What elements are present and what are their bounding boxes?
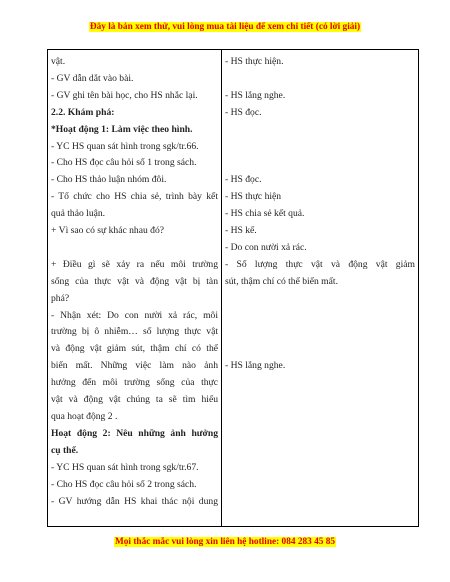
text-line: vật và động vật chúng ta sẽ tìm hiểu	[51, 394, 218, 406]
hotline-footer	[0, 537, 450, 547]
preview-notice-banner	[0, 22, 450, 32]
text-line: - HS đọc.	[225, 106, 262, 118]
text-line: hưởng đến môi trường sống của thực	[51, 377, 218, 389]
text-line	[51, 240, 218, 257]
text-line: + Điều gì sẽ xảy ra nếu môi trường	[51, 258, 218, 270]
text-line: 2.2. Khám phá:	[51, 106, 115, 118]
text-line: sút, thậm chí có thể biến mất.	[225, 275, 338, 287]
text-line	[225, 291, 415, 308]
text-line: - Tổ chức cho HS chia sẻ, trình bày kết	[51, 191, 218, 203]
text-line: - Nhận xét: Do con nười xả rác, môi	[51, 309, 218, 321]
text-line: - HS thực hiện	[225, 191, 282, 203]
table-row	[48, 50, 419, 527]
text-line	[225, 324, 415, 341]
text-line	[225, 341, 415, 358]
text-line: - HS kể.	[225, 225, 257, 236]
text-line	[225, 71, 415, 88]
text-line: - Số lượng thực vật và động vật giảm	[225, 258, 415, 270]
student-activities-text	[222, 50, 418, 375]
text-line: Hoạt động 2: Nêu những ảnh hưởng	[51, 427, 218, 439]
text-line: sống của thực vật và động vật bị tàn	[51, 275, 218, 287]
text-line	[225, 155, 415, 172]
text-line: vật.	[51, 56, 66, 67]
text-line: - Cho HS đọc câu hỏi số 2 trong sách.	[51, 478, 197, 490]
student-activities-cell	[222, 50, 419, 527]
text-line: phá?	[51, 292, 70, 304]
text-line: - GV dẫn dắt vào bài.	[51, 72, 134, 84]
text-line: - HS lắng nghe.	[225, 89, 286, 101]
text-line: - Cho HS thảo luận nhóm đôi.	[51, 174, 167, 186]
text-line: - GV hướng dẫn HS khai thác nội dung	[51, 495, 218, 507]
teacher-activities-text	[48, 50, 221, 510]
preview-notice-text: Đây là bản xem thử, vui lòng mua tài liệu để xem chi tiết (có lời giải)	[89, 22, 361, 32]
text-line: - GV ghi tên bài học, cho HS nhắc lại.	[51, 89, 198, 101]
text-line: qua hoạt động 2 .	[51, 411, 118, 423]
text-line: - HS đọc.	[225, 174, 262, 186]
hotline-text: Mọi thắc mắc vui lòng xin liên hệ hotline: 084 283 45 85	[114, 537, 336, 547]
text-line: và động vật giảm sút, thậm chí có thể	[51, 343, 218, 355]
text-line: *Hoạt động 1: Làm việc theo hình.	[51, 123, 193, 135]
text-line	[225, 308, 415, 325]
text-line: - YC HS quan sát hình trong sgk/tr.67.	[51, 461, 199, 473]
text-line: - Cho HS đọc câu hỏi số 1 trong sách.	[51, 157, 197, 169]
text-line: - Do con nười xả rác.	[225, 241, 307, 253]
teacher-activities-cell	[48, 50, 222, 527]
text-line: + Vì sao có sự khác nhau đó?	[51, 225, 165, 237]
text-line: - YC HS quan sát hình trong sgk/tr.66.	[51, 140, 199, 152]
text-line: - HS thực hiện.	[225, 56, 284, 67]
text-line	[225, 139, 415, 156]
text-line: trường bị ô nhiễm… số lượng thực vật	[51, 326, 218, 338]
lesson-plan-table	[47, 49, 419, 527]
text-line: quả thảo luận.	[51, 208, 106, 220]
text-line: biến mất. Những việc làm nào ảnh	[51, 360, 218, 372]
text-line: cụ thể.	[51, 444, 79, 456]
text-line	[225, 122, 415, 139]
text-line: - HS lắng nghe.	[225, 360, 286, 372]
text-line: - HS chia sẻ kết quả.	[225, 208, 305, 220]
